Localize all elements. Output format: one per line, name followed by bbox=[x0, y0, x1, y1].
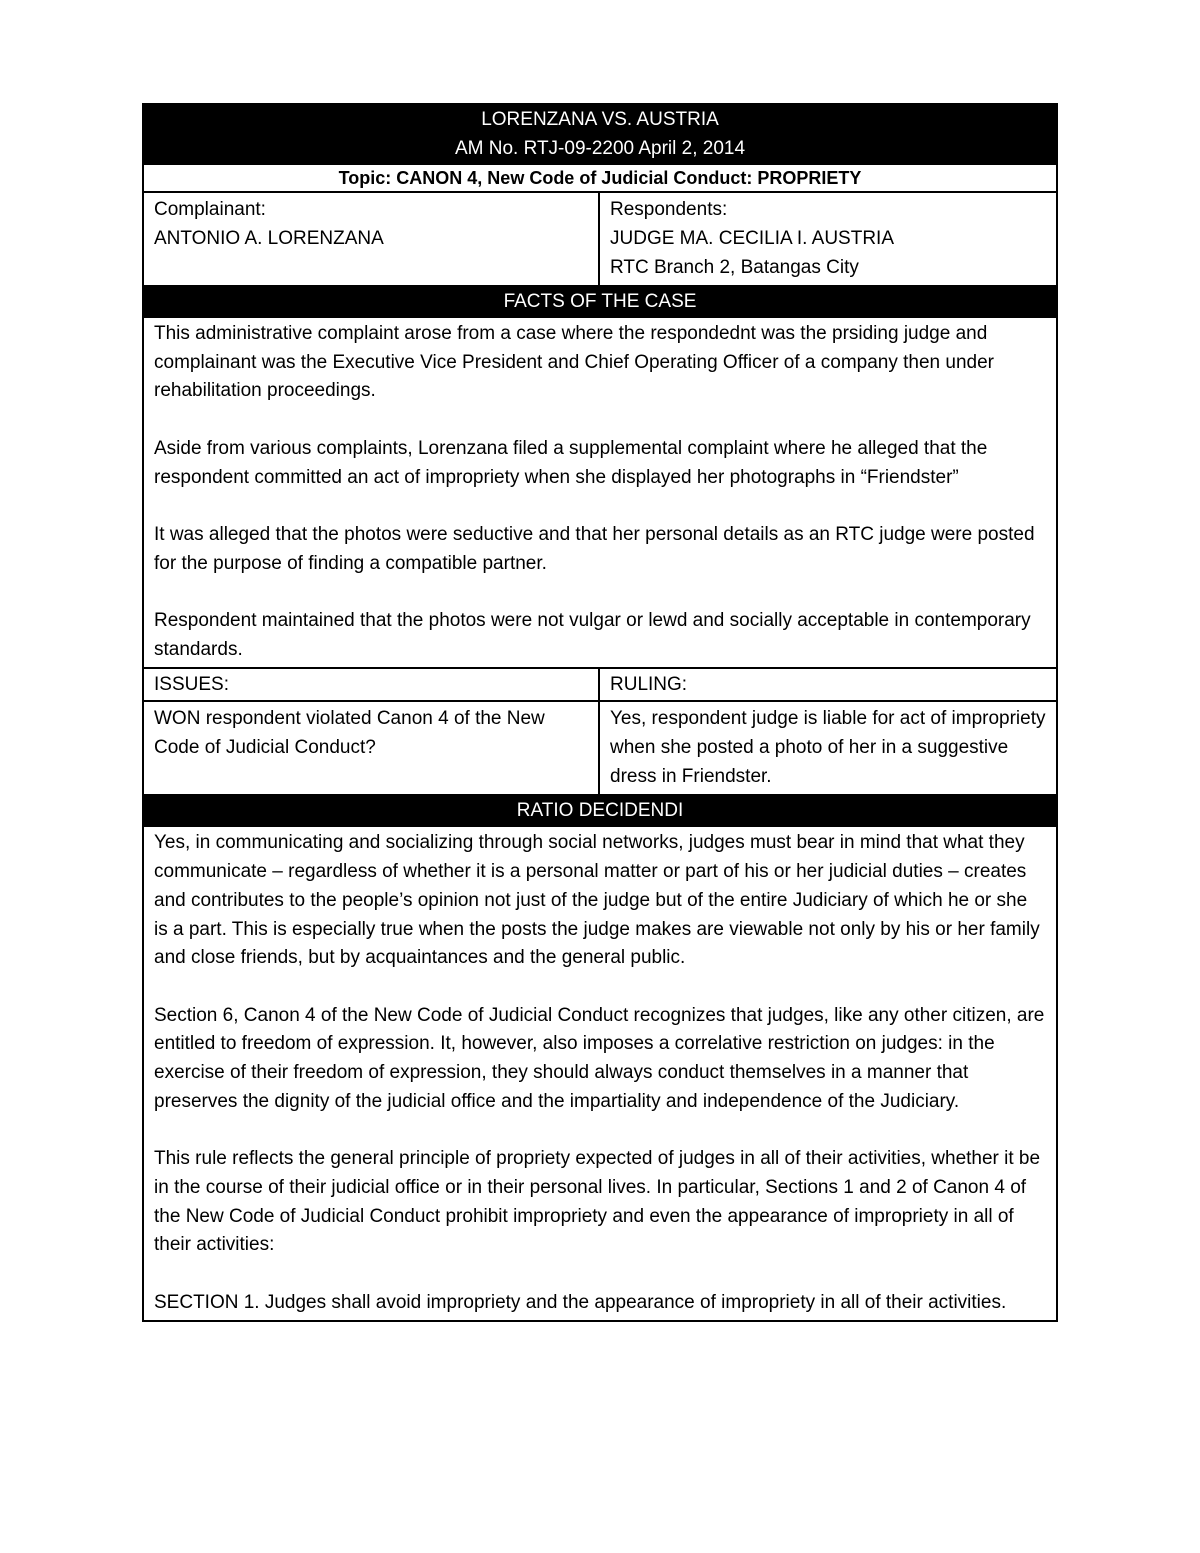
case-number: AM No. RTJ-09-2200 April 2, 2014 bbox=[454, 138, 746, 159]
complainant-name: ANTONIO A. LORENZANA bbox=[154, 228, 384, 249]
ratio-paragraph: Section 6, Canon 4 of the New Code of Judicial Conduct recognizes that judges, like any other citizen, are entitled to freedom of expression. It, however, also imposes a correlative restriction on judges: in the exercise of their freedom of expression, they should always conduct themselves in a manner that preserves the dignity of the judicial office and the impartiality and independence of the Judiciary. bbox=[154, 1004, 1045, 1112]
complainant-label: Complainant: bbox=[154, 199, 266, 220]
ruling-label: RULING: bbox=[610, 674, 688, 696]
ratio-paragraph: SECTION 1. Judges shall avoid impropriety and the appearance of impropriety in all of their activities. bbox=[154, 1291, 1007, 1313]
issue-text: WON respondent violated Canon 4 of the New Code of Judicial Conduct? bbox=[144, 702, 600, 794]
ratio-paragraph: Yes, in communicating and socializing through social networks, judges must bear in mind that what they communicate – regardless of whether it is a personal matter or part of his or her judicial duties – creates and contributes to the people’s opinion not just of the judge but of the entire Judiciary of which he or she is a part. This is especially true when the posts the judge makes are viewable not only by his or her family and close friends, but by acquaintances and the general public. bbox=[154, 832, 1040, 969]
parties-row bbox=[144, 193, 1056, 287]
respondents-cell bbox=[600, 193, 1056, 285]
facts-heading: FACTS OF THE CASE bbox=[144, 287, 1056, 318]
ruling-text: Yes, respondent judge is liable for act of impropriety when she posted a photo of her in a suggestive dress in Friendster. bbox=[610, 708, 1046, 788]
facts-paragraph: This administrative complaint arose from a case where the respondednt was the prsiding judge and complainant was the Executive Vice President and Chief Operating Officer of a company then under rehabilitation proceedings. bbox=[154, 323, 994, 402]
respondent-court: RTC Branch 2, Batangas City bbox=[610, 257, 859, 278]
ratio-heading: RATIO DECIDENDI bbox=[144, 796, 1056, 827]
ratio-paragraph: This rule reflects the general principle of propriety expected of judges in all of their activities, whether it be in the course of their judicial office or in their personal lives. In particular, Sections 1 and 2 of Canon 4 of the New Code of Judicial Conduct prohibit impropriety and even the appearance of impropriety in all of their activities: bbox=[154, 1148, 1041, 1256]
case-header bbox=[144, 105, 1056, 165]
issues-ruling-labels bbox=[144, 669, 1056, 702]
case-digest-table bbox=[142, 103, 1058, 1322]
facts-paragraph: It was alleged that the photos were seductive and that her personal details as an RTC judge were posted for the purpose of finding a compatible partner. bbox=[154, 523, 1035, 574]
facts-body bbox=[144, 318, 1056, 669]
facts-paragraph: Respondent maintained that the photos were not vulgar or lewd and socially acceptable in contemporary standards. bbox=[154, 609, 1031, 660]
topic-line: Topic: CANON 4, New Code of Judicial Conduct: PROPRIETY bbox=[144, 165, 1056, 193]
issues-label: ISSUES: bbox=[144, 669, 600, 700]
respondent-name: JUDGE MA. CECILIA I. AUSTRIA bbox=[610, 228, 895, 249]
facts-paragraph: Aside from various complaints, Lorenzana filed a supplemental complaint where he alleged that the respondent committed an act of impropriety when she displayed her photographs in “Friendster” bbox=[154, 437, 988, 488]
ratio-body bbox=[144, 827, 1056, 1320]
respondents-label: Respondents: bbox=[610, 199, 728, 220]
case-title: LORENZANA VS. AUSTRIA bbox=[481, 109, 719, 130]
complainant-cell bbox=[144, 193, 600, 285]
issues-ruling-content bbox=[144, 702, 1056, 796]
